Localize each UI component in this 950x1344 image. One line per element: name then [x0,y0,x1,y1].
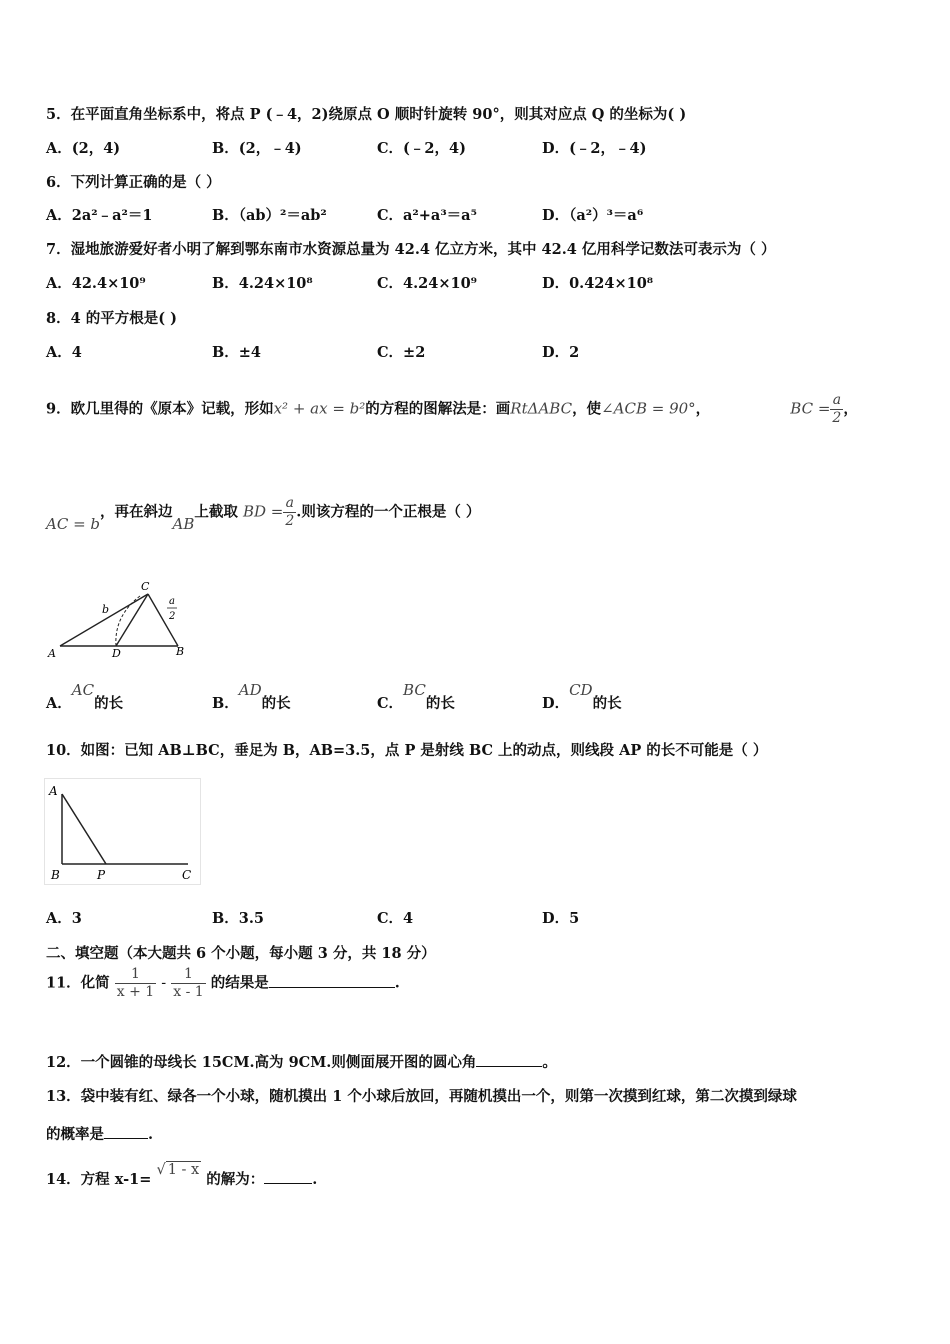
option-d[interactable]: D．0.424×10⁸ [542,275,654,292]
q14-end: . [312,1171,318,1188]
q9-bc-lhs: BC = [790,399,831,418]
option-d[interactable]: D．CD的长 [542,681,622,712]
option-b[interactable]: B．AD的长 [212,681,291,712]
fig9-label-side-b: b [102,603,110,616]
option-a[interactable]: A．(2，4) [46,140,121,157]
q11-minus: - [161,975,167,992]
q14-suffix: 的解为： [206,1171,265,1188]
q11-fraction-1: $\frac{1}{x + 1}$ [116,966,155,1000]
q11-fraction-2: $\frac{1}{x - 1}$ [173,966,204,1000]
fig10-label-a: A [49,784,58,798]
question-8-stem: 8．4 的平方根是( ) [46,310,177,327]
question-13-line-2 [46,1123,153,1144]
question-14 [46,1162,318,1189]
option-b[interactable]: B．3.5 [212,910,264,927]
option-c[interactable]: C．BC的长 [377,681,455,712]
question-10-stem: 10．如图：已知 AB⊥BC，垂足为 B，AB=3.5，点 P 是射线 BC 上的动点，则线段 AP 的长不可能是（ ） [46,742,768,759]
option-a[interactable]: A．AC的长 [46,681,124,712]
fig9-label-d: D [112,647,121,660]
q14-radical: √ 1 - x [156,1162,200,1178]
option-b[interactable]: B．(2，﹣4) [212,140,302,157]
q14-answer-blank[interactable] [264,1171,312,1184]
option-d[interactable]: D．(﹣2，﹣4) [542,140,647,157]
section-2-heading: 二、填空题（本大题共 6 个小题，每小题 3 分，共 18 分） [46,945,436,962]
option-b[interactable]: B．±4 [212,344,261,361]
q9-text-4: ， [695,400,711,418]
q9-text-6: 上截取 [194,503,238,521]
question-9-line-2 [46,495,481,533]
q9-ab: AB [172,514,195,533]
question-13-line-1: 13．袋中装有红、绿各一个小球，随机摸出 1 个小球后放回，再随机摸出一个，则第一次摸到红球，第二次摸到绿球 [46,1088,797,1105]
q13-end: . [148,1126,154,1143]
option-b[interactable]: B．（ab）²＝ab² [212,207,327,224]
q9-text-7: .则该方程的一个正根是（ ） [296,503,481,521]
option-c[interactable]: C．±2 [377,344,426,361]
question-12 [46,1051,557,1072]
fig10-label-c: C [182,868,192,882]
question-11 [46,966,400,1001]
question-7-stem: 7．湿地旅游爱好者小明了解到鄂东南市水资源总量为 42.4 亿立方米，其中 42.4 亿用科学记数法可表示为（ ） [46,241,776,258]
question-5-stem: 5．在平面直角坐标系中，将点 P (﹣4，2)绕原点 O 顺时针旋转 90°，则其对应点 Q 的坐标为( ) [46,106,687,123]
question-9-options [46,682,926,712]
fig10-label-b: B [51,868,60,882]
q11-end: . [394,974,400,992]
q13-answer-blank[interactable] [104,1126,148,1139]
q9-triangle-figure [44,578,194,660]
q9-equation: x² + ax = b² [273,399,366,418]
q9-text-3: ，使 [572,400,602,418]
option-d[interactable]: D．（a²）³＝a⁶ [542,207,644,224]
q9-triangle: RtΔABC [510,399,573,418]
q13-text: 的概率是 [46,1126,104,1143]
option-d[interactable]: D．2 [542,344,580,361]
fig10-label-p: P [97,868,106,882]
q9-text-5: ，再在斜边 [100,503,173,521]
option-a[interactable]: A．4 [46,344,82,361]
q12-answer-blank[interactable] [476,1054,542,1067]
q11-prefix: 11．化简 [46,974,110,992]
q9-bc-fraction: $\frac{a}{2}$ [832,392,842,426]
option-c[interactable]: C．4 [377,910,414,927]
fig9-label-a-den: 2 [169,611,176,622]
fig9-label-c: C [141,580,150,593]
option-c[interactable]: C．a²+a³＝a⁵ [377,207,477,224]
option-c[interactable]: C．4.24×10⁹ [377,275,478,292]
fig9-label-a: A [48,647,56,660]
q12-text: 12．一个圆锥的母线长 15CM.高为 9CM.则侧面展开图的圆心角 [46,1054,477,1071]
q10-figure [44,778,204,886]
q9-ac: AC = b [46,514,101,533]
question-6-stem: 6．下列计算正确的是（ ） [46,174,221,191]
q9-angle: ∠ACB = 90° [601,399,696,418]
option-d[interactable]: D．5 [542,910,580,927]
q9-bd-fraction: $\frac{a}{2}$ [285,495,295,529]
option-a[interactable]: A．3 [46,910,82,927]
q11-suffix: 的结果是 [210,974,269,992]
option-a[interactable]: A．42.4×10⁹ [46,275,146,292]
q9-comma: ， [843,400,858,418]
option-b[interactable]: B．4.24×10⁸ [212,275,313,292]
q11-answer-blank[interactable] [269,975,395,988]
q12-end: 。 [542,1054,557,1071]
q14-prefix: 14．方程 x-1= [46,1171,152,1188]
q9-text-2: 的方程的图解法是：画 [365,400,511,418]
option-c[interactable]: C．(﹣2，4) [377,140,466,157]
q9-text-1: 9．欧几里得的《原本》记载，形如 [46,400,274,418]
fig9-label-a-num: a [169,596,175,607]
question-9-line-1 [46,392,858,427]
fig9-label-b: B [176,645,185,658]
option-a[interactable]: A．2a²﹣a²＝1 [46,207,153,224]
q9-bd-lhs: BD = [242,502,284,521]
